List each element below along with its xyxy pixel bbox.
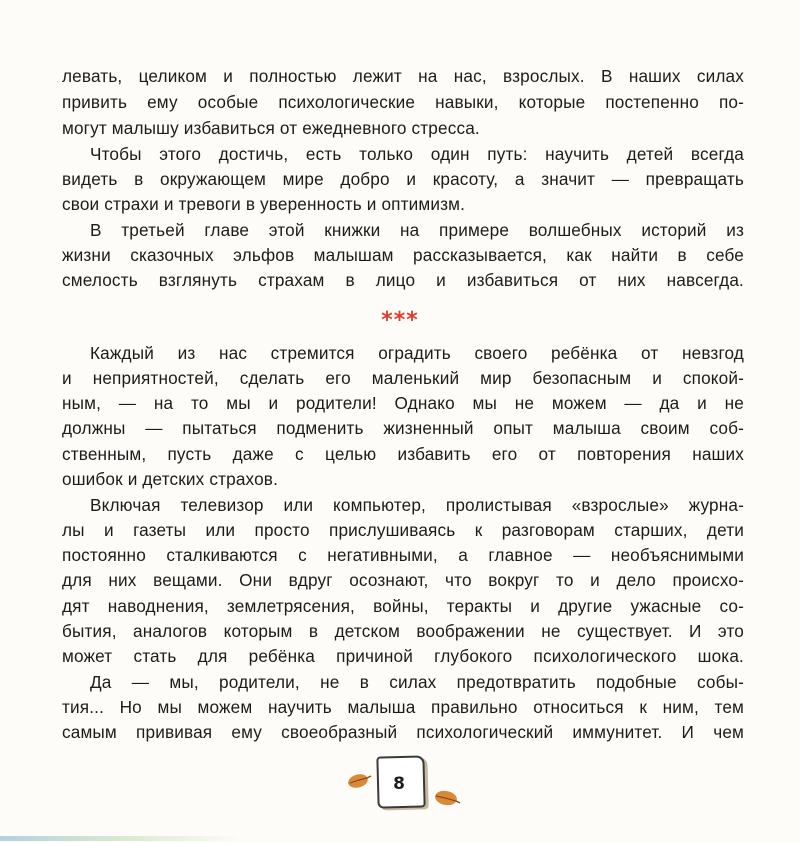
text-line: и неприятностей, сделать его маленький мир безопасным и спокой- — [62, 368, 744, 388]
text-line: для них вещами. Они вдруг осознают, что вокруг то и дело происхо- — [62, 570, 744, 590]
text-line: привить ему особые психологические навыки, которые постепенно по- — [62, 92, 744, 112]
text-line: Включая телевизор или компьютер, пролистывая «взрослые» журна- — [90, 495, 744, 515]
page-number-badge — [373, 754, 427, 806]
text-line: должны — пытаться подменить жизненный опыт малыша своим соб- — [62, 418, 744, 438]
text-line: лы и газеты или просто прислушиваясь к разговорам старших, дети — [62, 520, 744, 540]
text-line: В третьей главе этой книжки на примере волшебных историй из — [90, 220, 744, 240]
text-line: ошибок и детских страхов. — [62, 469, 278, 489]
text-line: могут малышу избавиться от ежедневного стресса. — [62, 118, 480, 138]
text-line: видеть в окружающем мире добро и красоту, а значит — превращать — [62, 169, 744, 189]
text-line: постоянно сталкиваются с негативными, а главное — необъяснимыми — [62, 545, 744, 565]
text-line: свои страхи и тревоги в уверенность и оптимизм. — [62, 194, 466, 214]
text-line: ственным, пусть даже с целью избавить его от повторения наших — [62, 444, 744, 464]
text-line: дят наводнения, землетрясения, войны, теракты и другие ужасные со- — [62, 596, 744, 616]
text-line: Да — мы, родители, не в силах предотвратить подобные собы- — [90, 672, 744, 692]
text-line: Каждый из нас стремится оградить своего ребёнка от невзгод — [90, 343, 744, 363]
page-number: 8 — [393, 774, 405, 794]
section-separator: *** — [381, 308, 419, 333]
autumn-leaf-icon — [346, 772, 372, 790]
text-line: жизни сказочных эльфов малышам рассказывается, как найти в себе — [62, 245, 744, 265]
text-line: смелость взглянуть страхам в лицо и избавиться от них навсегда. — [62, 270, 744, 290]
text-line: бытия, аналогов которым в детском воображении не существует. И это — [62, 621, 744, 641]
text-line: ным, — на то мы и родители! Однако мы не можем — да и не — [62, 393, 744, 413]
text-line: может стать для ребёнка причиной глубокого психологического шока. — [62, 646, 744, 666]
text-line: тия... Но мы можем научить малыша правильно относиться к ним, тем — [62, 697, 744, 717]
text-line: самым прививая ему своеобразный психологический иммунитет. И чем — [62, 722, 744, 742]
bottom-edge-strip — [0, 836, 240, 841]
text-line: Чтобы этого достичь, есть только один путь: научить детей всегда — [90, 144, 744, 164]
text-line: левать, целиком и полностью лежит на нас, взрослых. В наших силах — [62, 66, 744, 86]
autumn-leaf-icon — [433, 788, 461, 808]
